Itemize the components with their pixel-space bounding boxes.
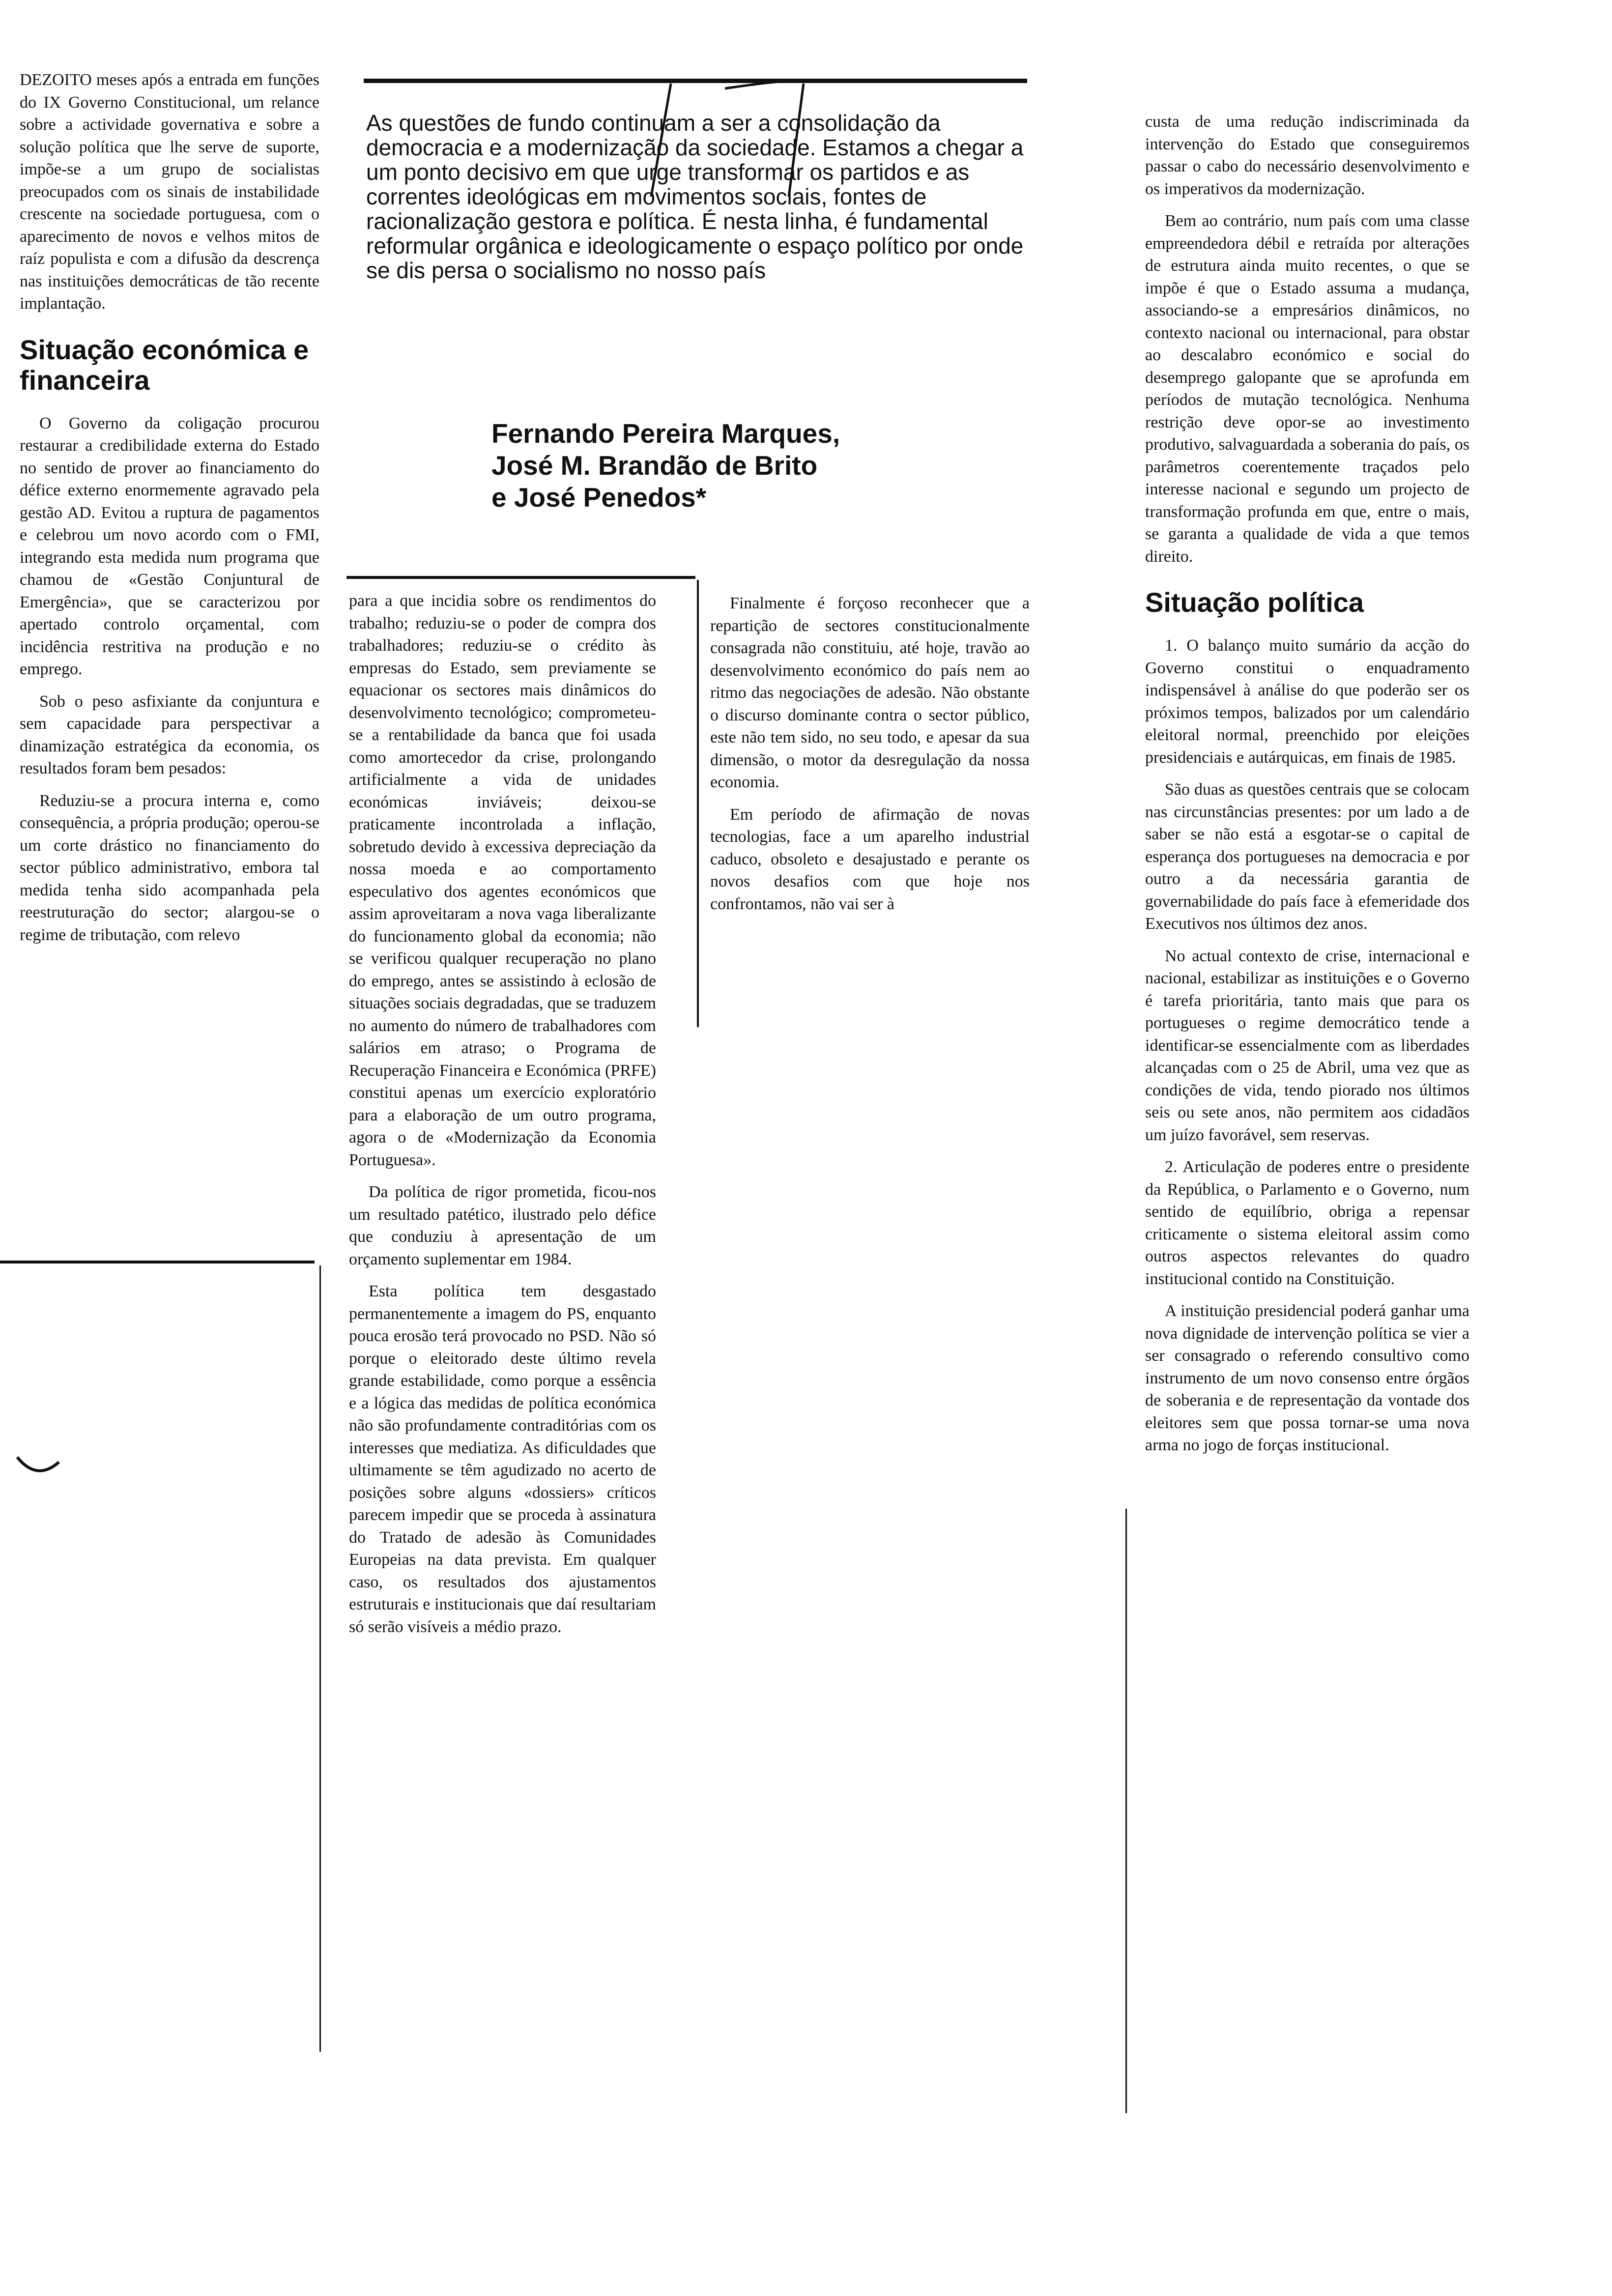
body-paragraph: 2. Articulação de poderes entre o presidente da República, o Parlamento e o Governo, num sentido de equilíbrio, obriga a repensar criticamente o sistema eleitoral assim como outros aspectos relevantes do quadro institucional contido na Constituição.	[1145, 1158, 1469, 1288]
body-paragraph: 1. O balanço muito sumário da acção do Governo constitui o enquadramento indispensável à análise do que poderão ser os próximos tempos, balizados por um calendário eleitoral normal, preenchido por eleições presidenciais e autárquicas, em finais de 1985.	[1145, 636, 1469, 767]
section-heading-political: Situação política	[1145, 587, 1364, 618]
body-paragraph: Finalmente é forçoso reconhecer que a repartição de sectores constitucionalmente consagrada não constituiu, até hoje, travão ao desenvolvimento económico do país nem ao ritmo das negociações de adesão. Não obstante o discurso dominante contra o sector público, este não tem sido, no seu todo, e apesar da sua dimensão, o motor da desregulação da nossa economia.	[710, 594, 1030, 791]
author-line: e José Penedos*	[491, 482, 707, 513]
left-column	[20, 69, 319, 956]
body-paragraph: Sob o peso asfixiante da conjuntura e sem capacidade para perspectivar a dinamização estratégica da economia, os resultados foram bem pesados:	[20, 692, 319, 777]
intro-paragraph: DEZOITO meses após a entrada em funções do IX Governo Constitucional, um relance sobre a actividade governativa e sobre a solução política que lhe serve de suporte, impõe-se a um grupo de socialistas preocupados com os sinais de instabilidade crescente na sociedade portuguesa, com o aparecimento de novos e velhos mitos de raíz populista e com a difusão da descrença nas instituições democráticas de tão recente implantação.	[20, 71, 319, 313]
middle-column-top-rule	[346, 576, 695, 579]
section-heading-economic: Situação económica e financeira	[20, 334, 309, 396]
author-byline	[491, 418, 983, 514]
right-column-left-rule	[1125, 1509, 1127, 2113]
author-line: Fernando Pereira Marques,	[491, 418, 840, 449]
body-paragraph: para a que incidia sobre os rendimentos do trabalho; reduziu-se o poder de compra dos trabalhadores; reduziu-se o crédito às empresas do Estado, sem previamente se equacionar os sectores mais dinâmicos do desenvolvimento tecnológico; comprometeu-se a rentabilidade da banca que foi usada como amortecedor da crise, prolongando artificialmente a vida de unidades económicas inviáveis; deixou-se praticamente incontrolada a inflação, sobretudo devido à excessiva depreciação da nossa moeda e ao comportamento especulativo dos agentes económicos que assim aproveitaram a nova vaga liberalizante do funcionamento global da economia; não se verificou qualquer recuperação no plano do emprego, antes se assistindo à eclosão de situações sociais degradadas, que se traduzem no aumento do número de trabalhadores com salários em atraso; o Programa de Recuperação Financeira e Económica (PRFE) constitui apenas um exercício exploratório para a elaboração de um outro programa, agora o de «Modernização da Economia Portuguesa».	[349, 592, 656, 1169]
body-paragraph: Da política de rigor prometida, ficou-nos um resultado patético, ilustrado pelo défice que conduziu à apresentação de um orçamento suplementar em 1984.	[349, 1183, 656, 1268]
middle-right-divider	[697, 580, 699, 1027]
middle-right-column	[710, 592, 1030, 925]
body-paragraph: O Governo da coligação procurou restaurar a credibilidade externa do Estado no sentido de prover ao financiamento do défice externo enormemente agravado pela gestão AD. Evitou a ruptura de pagamentos e celebrou um novo acordo com o FMI, integrando esta medida num programa que chamou de «Gestão Conjuntural de Emergência», que se caracterizou por apertado controlo orçamental, com incidência restritiva na produção e no emprego.	[20, 414, 319, 678]
author-line: José M. Brandão de Brito	[491, 450, 818, 481]
left-column-bottom-rule	[0, 1261, 315, 1263]
body-paragraph: Em período de afirmação de novas tecnologias, face a um aparelho industrial caduco, obsoleto e desajustado e perante os novos desafios com que hoje nos confrontamos, não vai ser à	[710, 805, 1030, 913]
body-paragraph: Bem ao contrário, num país com uma classe empreendedora débil e retraída por alterações de estrutura ainda muito recentes, o que se impõe é que o Estado assuma a mudança, associando-se a empresários dinâmicos, no contexto nacional ou internacional, para obstar ao descalabro económico e social do desemprego galopante que se aprofunda em períodos de mutação tecnológica. Nenhuma restrição deve opor-se ao investimento produtivo, salvaguardada a soberania do país, os parâmetros coerentemente traçados pelo interesse nacional e segundo um projecto de transformação profunda em que, entre o mais, se garanta a qualidade de vida a que temos direito.	[1145, 212, 1469, 566]
lead-paragraph: As questões de fundo continuam a ser a consolidação da democracia e a modernização da sociedade. Estamos a chegar a um ponto decisivo em que urge transformar os partidos e as correntes ideológicas em movimentos sociais, fontes de racionalização gestora e política. É nesta linha, é fundamental reformular orgânica e ideologicamente o espaço político por onde se dis persa o socialismo no nosso país	[366, 110, 1024, 283]
middle-column-left-rule	[319, 1265, 321, 2052]
middle-column	[349, 590, 656, 1648]
body-paragraph: Esta política tem desgastado permanentemente a imagem do PS, enquanto pouca erosão terá provocado no PSD. Não só porque o eleitorado deste último revela grande estabilidade, como porque a essência e a lógica das medidas de política económica não são profundamente contraditórias com os interesses que mediatiza. As dificuldades que ultimamente se têm agudizado no acerto de posições sobre alguns «dossiers» críticos parecem impedir que se proceda à assinatura do Tratado de adesão às Comunidades Europeias na data prevista. Em qualquer caso, os resultados dos ajustamentos estruturais e institucionais que daí resultariam só serão visíveis a médio prazo.	[349, 1282, 656, 1636]
body-paragraph: A instituição presidencial poderá ganhar uma nova dignidade de intervenção política se vier a ser consagrado o referendo consultivo como instrumento de um novo consenso entre órgãos de soberania e de representação da vontade dos eleitores sem que possa tornar-se uma nova arma no jogo de forças institucional.	[1145, 1302, 1469, 1454]
body-paragraph: Reduziu-se a procura interna e, como consequência, a própria produção; operou-se um corte drástico no financiamento do sector público administrativo, embora tal medida tenha sido acompanhada pela reestruturação do sector; alargou-se o regime de tributação, com relevo	[20, 791, 319, 944]
scan-curve-mark	[15, 1452, 64, 1487]
body-paragraph: custa de uma redução indiscriminada da intervenção do Estado que conseguiremos passar o cabo do necessário desenvolvimento e os imperativos da modernização.	[1145, 113, 1469, 198]
body-paragraph: São duas as questões centrais que se colocam nas circunstâncias presentes: por um lado a de saber se não está a esgotar-se o capital de esperança dos portugueses na democracia e por outro a da necessária garantia de governabilidade do país face à efemeridade dos Executivos nos últimos dez anos.	[1145, 780, 1469, 933]
right-column	[1145, 111, 1469, 1466]
body-paragraph: No actual contexto de crise, internacional e nacional, estabilizar as instituições e o Governo é tarefa prioritária, tanto mais que para os portugueses o regime democrático tende a identificar-se essencialmente com as liberdades alcançadas com o 25 de Abril, uma vez que as condições de vida, tendo piorado nos últimos seis ou sete anos, não permitem aos cidadãos um juízo favorável, sem reservas.	[1145, 947, 1469, 1144]
